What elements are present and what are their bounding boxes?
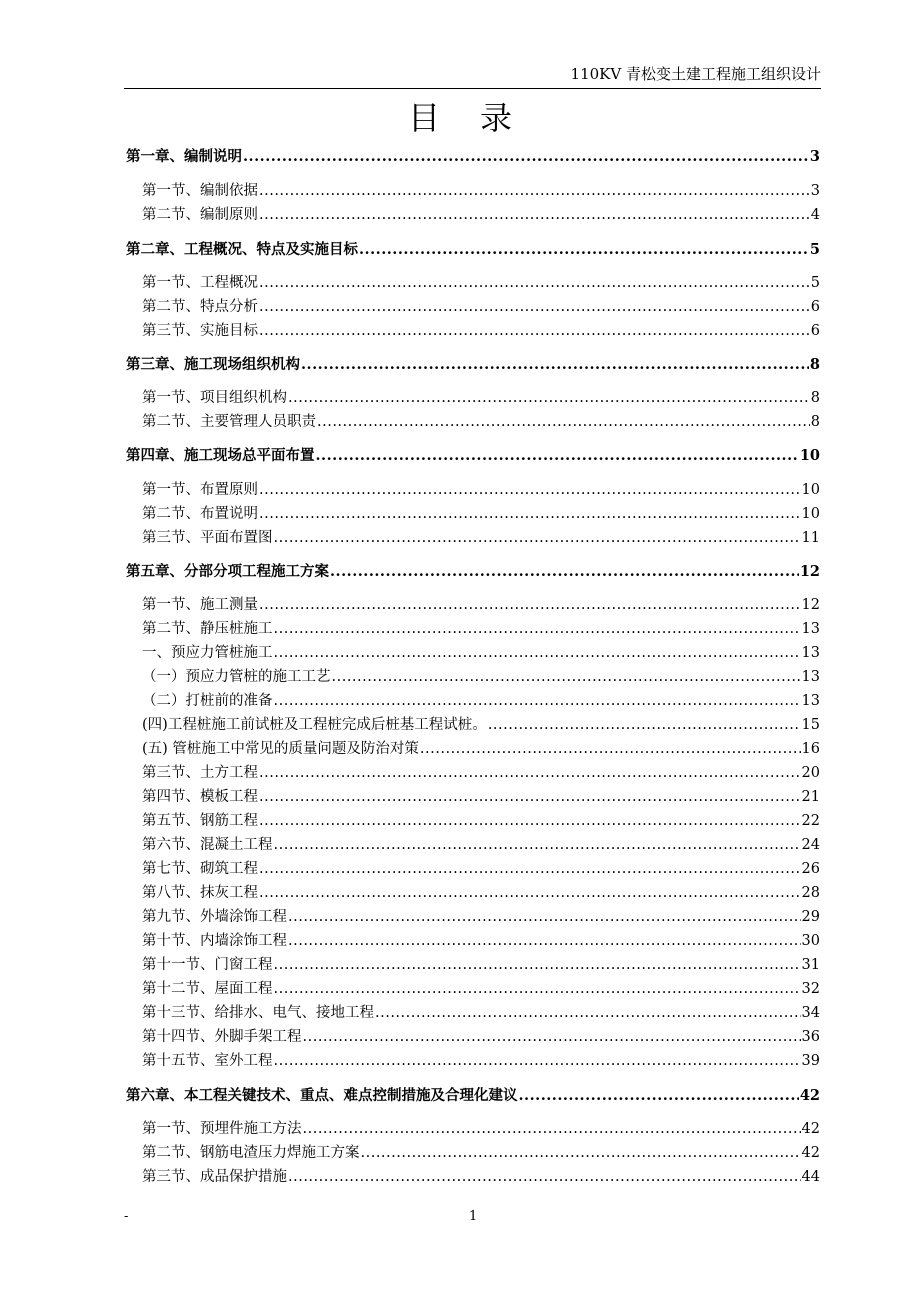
- toc-section-entry[interactable]: [142, 205, 820, 225]
- toc-entry-label: 第二节、特点分析: [142, 299, 258, 315]
- toc-entry-page: 36: [801, 1029, 820, 1045]
- toc-leader-dots: [519, 1086, 799, 1106]
- toc-section-entry[interactable]: [142, 1051, 820, 1071]
- toc-leader-dots: [316, 446, 799, 466]
- toc-entry-page: 32: [801, 981, 820, 997]
- toc-leader-dots: [288, 931, 801, 951]
- toc-entry-label: 第九节、外墙涂饰工程: [142, 909, 287, 925]
- toc-leader-dots: [288, 1167, 801, 1187]
- toc-entry-label: （一）预应力管桩的施工工艺: [142, 669, 331, 685]
- toc-section-entry[interactable]: [142, 931, 820, 951]
- toc-entry-label: 第十一节、门窗工程: [142, 957, 273, 973]
- toc-section-entry[interactable]: [142, 691, 820, 711]
- toc-entry-page: 12: [799, 563, 820, 580]
- toc-entry-label: 第七节、砌筑工程: [142, 861, 258, 877]
- toc-section-entry[interactable]: [142, 787, 820, 807]
- toc-leader-dots: [332, 667, 801, 687]
- toc-section-entry[interactable]: [142, 1027, 820, 1047]
- toc-leader-dots: [243, 147, 809, 167]
- toc-leader-dots: [259, 205, 810, 225]
- toc-entry-label: 第十二节、屋面工程: [142, 981, 273, 997]
- toc-entry-label: 第五章、分部分项工程施工方案: [126, 563, 329, 580]
- toc-leader-dots: [303, 1119, 801, 1139]
- toc-entry-label: 第一节、施工测量: [142, 597, 258, 613]
- toc-section-entry[interactable]: [142, 643, 820, 663]
- toc-leader-dots: [303, 1027, 801, 1047]
- toc-leader-dots: [259, 504, 801, 524]
- toc-entry-page: 30: [801, 933, 820, 949]
- toc-entry-label: 第四章、施工现场总平面布置: [126, 447, 315, 464]
- toc-section-entry[interactable]: [142, 1119, 820, 1139]
- toc-leader-dots: [274, 955, 801, 975]
- toc-entry-label: 第六节、混凝土工程: [142, 837, 273, 853]
- toc-entry-label: 第十四节、外脚手架工程: [142, 1029, 302, 1045]
- page-header: [124, 64, 821, 89]
- toc-entry-label: (五) 管桩施工中常见的质量问题及防治对策: [142, 741, 419, 757]
- toc-entry-label: 第一节、布置原则: [142, 482, 258, 498]
- toc-entry-page: 12: [801, 597, 820, 613]
- toc-entry-label: 第三节、平面布置图: [142, 530, 273, 546]
- toc-entry-page: 39: [801, 1053, 820, 1069]
- page-title: 目录: [407, 99, 552, 137]
- toc-chapter-entry[interactable]: [126, 562, 820, 582]
- toc-entry-page: 6: [810, 323, 820, 339]
- toc-leader-dots: [274, 619, 801, 639]
- toc-entry-label: 第二节、静压桩施工: [142, 621, 273, 637]
- toc-section-entry[interactable]: [142, 739, 820, 759]
- toc-entry-page: 22: [801, 813, 820, 829]
- toc-leader-dots: [259, 480, 801, 500]
- toc-section-entry[interactable]: [142, 1143, 820, 1163]
- toc-entry-label: 第二节、编制原则: [142, 207, 258, 223]
- toc-entry-page: 34: [801, 1005, 820, 1021]
- toc-chapter-entry[interactable]: [126, 355, 820, 375]
- toc-entry-page: 16: [801, 741, 820, 757]
- toc-leader-dots: [259, 321, 810, 341]
- toc-leader-dots: [259, 181, 810, 201]
- toc-entry-label: 第三章、施工现场组织机构: [126, 356, 300, 373]
- toc-leader-dots: [259, 273, 810, 293]
- toc-section-entry[interactable]: [142, 955, 820, 975]
- toc-section-entry[interactable]: [142, 859, 820, 879]
- toc-chapter-entry[interactable]: [126, 147, 820, 167]
- toc-leader-dots: [259, 297, 810, 317]
- toc-leader-dots: [274, 528, 801, 548]
- toc-entry-page: 6: [810, 299, 820, 315]
- toc-entry-page: 28: [801, 885, 820, 901]
- toc-leader-dots: [288, 907, 801, 927]
- toc-section-entry[interactable]: [142, 273, 820, 293]
- toc-entry-page: 42: [799, 1087, 820, 1104]
- toc-leader-dots: [359, 240, 809, 260]
- toc-entry-label: 第十五节、室外工程: [142, 1053, 273, 1069]
- toc-entry-label: 第六章、本工程关键技术、重点、难点控制措施及合理化建议: [126, 1087, 518, 1104]
- toc-entry-label: 第一节、项目组织机构: [142, 390, 287, 406]
- toc-entry-page: 5: [810, 275, 820, 291]
- toc-entry-label: 第三节、成品保护措施: [142, 1169, 287, 1185]
- toc-entry-page: 15: [801, 717, 820, 733]
- toc-section-entry[interactable]: [142, 297, 820, 317]
- toc-entry-label: 第一节、工程概况: [142, 275, 258, 291]
- toc-leader-dots: [488, 715, 801, 735]
- toc-leader-dots: [274, 691, 801, 711]
- toc-section-entry[interactable]: [142, 883, 820, 903]
- toc-entry-label: 第十节、内墙涂饰工程: [142, 933, 287, 949]
- toc-section-entry[interactable]: [142, 504, 820, 524]
- toc-leader-dots: [288, 388, 810, 408]
- toc-leader-dots: [274, 979, 801, 999]
- toc-section-entry[interactable]: [142, 181, 820, 201]
- toc-entry-page: 26: [801, 861, 820, 877]
- toc-leader-dots: [361, 1143, 801, 1163]
- header-text: 110KV 青松变土建工程施工组织设计: [570, 65, 821, 83]
- toc-leader-dots: [274, 643, 801, 663]
- toc-entry-page: 10: [801, 506, 820, 522]
- toc-section-entry[interactable]: [142, 811, 820, 831]
- toc-entry-label: 第二节、主要管理人员职责: [142, 414, 316, 430]
- toc-chapter-entry[interactable]: [126, 240, 820, 260]
- toc-leader-dots: [375, 1003, 801, 1023]
- toc-section-entry[interactable]: [142, 907, 820, 927]
- toc-entry-page: 13: [801, 645, 820, 661]
- toc-leader-dots: [259, 595, 801, 615]
- toc-entry-page: 24: [801, 837, 820, 853]
- toc-chapter-entry[interactable]: [126, 1086, 820, 1106]
- toc-entry-page: 8: [809, 356, 820, 373]
- toc-entry-page: 10: [801, 482, 820, 498]
- toc-section-entry[interactable]: [142, 1003, 820, 1023]
- toc-section-entry[interactable]: [142, 835, 820, 855]
- toc-entry-page: 13: [801, 669, 820, 685]
- toc-chapter-entry[interactable]: [126, 446, 820, 466]
- toc-entry-label: 第五节、钢筋工程: [142, 813, 258, 829]
- toc-entry-page: 31: [801, 957, 820, 973]
- toc-entry-page: 42: [801, 1121, 820, 1137]
- toc-leader-dots: [274, 835, 801, 855]
- toc-section-entry[interactable]: [142, 528, 820, 548]
- toc-entry-page: 5: [809, 241, 820, 258]
- toc-section-entry[interactable]: [142, 763, 820, 783]
- toc-section-entry[interactable]: [142, 412, 820, 432]
- toc-entry-label: 一、预应力管桩施工: [142, 645, 273, 661]
- toc-entry-label: 第一节、编制依据: [142, 183, 258, 199]
- toc-leader-dots: [274, 1051, 801, 1071]
- toc-section-entry[interactable]: [142, 595, 820, 615]
- toc-entry-label: (四)工程桩施工前试桩及工程桩完成后桩基工程试桩。: [142, 717, 487, 733]
- toc-entry-label: 第四节、模板工程: [142, 789, 258, 805]
- toc-leader-dots: [330, 562, 799, 582]
- toc-leader-dots: [301, 355, 809, 375]
- toc-leader-dots: [259, 883, 801, 903]
- toc-entry-label: 第十三节、给排水、电气、接地工程: [142, 1005, 374, 1021]
- toc-entry-label: 第一节、预埋件施工方法: [142, 1121, 302, 1137]
- footer-page-number: 1: [469, 1209, 478, 1224]
- toc-section-entry[interactable]: [142, 1167, 820, 1187]
- toc-section-entry[interactable]: [142, 619, 820, 639]
- toc-entry-page: 8: [810, 414, 820, 430]
- toc-entry-page: 3: [810, 183, 820, 199]
- toc-section-entry[interactable]: [142, 388, 820, 408]
- toc-entry-label: 第二节、布置说明: [142, 506, 258, 522]
- toc-entry-page: 13: [801, 693, 820, 709]
- footer-dash: -: [124, 1209, 129, 1224]
- toc-entry-page: 8: [810, 390, 820, 406]
- toc-entry-page: 21: [801, 789, 820, 805]
- toc-entry-label: 第八节、抹灰工程: [142, 885, 258, 901]
- toc-leader-dots: [259, 859, 801, 879]
- toc-section-entry[interactable]: [142, 321, 820, 341]
- toc-entry-label: 第三节、实施目标: [142, 323, 258, 339]
- toc-leader-dots: [420, 739, 801, 759]
- toc-leader-dots: [259, 763, 801, 783]
- toc-entry-page: 20: [801, 765, 820, 781]
- toc-entry-label: （二）打桩前的准备: [142, 693, 273, 709]
- toc-leader-dots: [317, 412, 810, 432]
- toc-leader-dots: [259, 787, 801, 807]
- toc-entry-page: 4: [810, 207, 820, 223]
- toc-section-entry[interactable]: [142, 979, 820, 999]
- toc-entry-page: 42: [801, 1145, 820, 1161]
- toc-entry-label: 第三节、土方工程: [142, 765, 258, 781]
- toc-leader-dots: [259, 811, 801, 831]
- toc-entry-label: 第二章、工程概况、特点及实施目标: [126, 241, 358, 258]
- toc-section-entry[interactable]: [142, 667, 820, 687]
- toc-entry-page: 29: [801, 909, 820, 925]
- toc-entry-label: 第二节、钢筋电渣压力焊施工方案: [142, 1145, 360, 1161]
- toc-entry-page: 44: [801, 1169, 820, 1185]
- toc-entry-page: 10: [799, 447, 820, 464]
- toc-entry-page: 13: [801, 621, 820, 637]
- toc-entry-page: 11: [801, 530, 820, 546]
- toc-section-entry[interactable]: [142, 480, 820, 500]
- toc-entry-page: 3: [809, 148, 820, 165]
- toc-entry-label: 第一章、编制说明: [126, 148, 242, 165]
- toc-section-entry[interactable]: [142, 715, 820, 735]
